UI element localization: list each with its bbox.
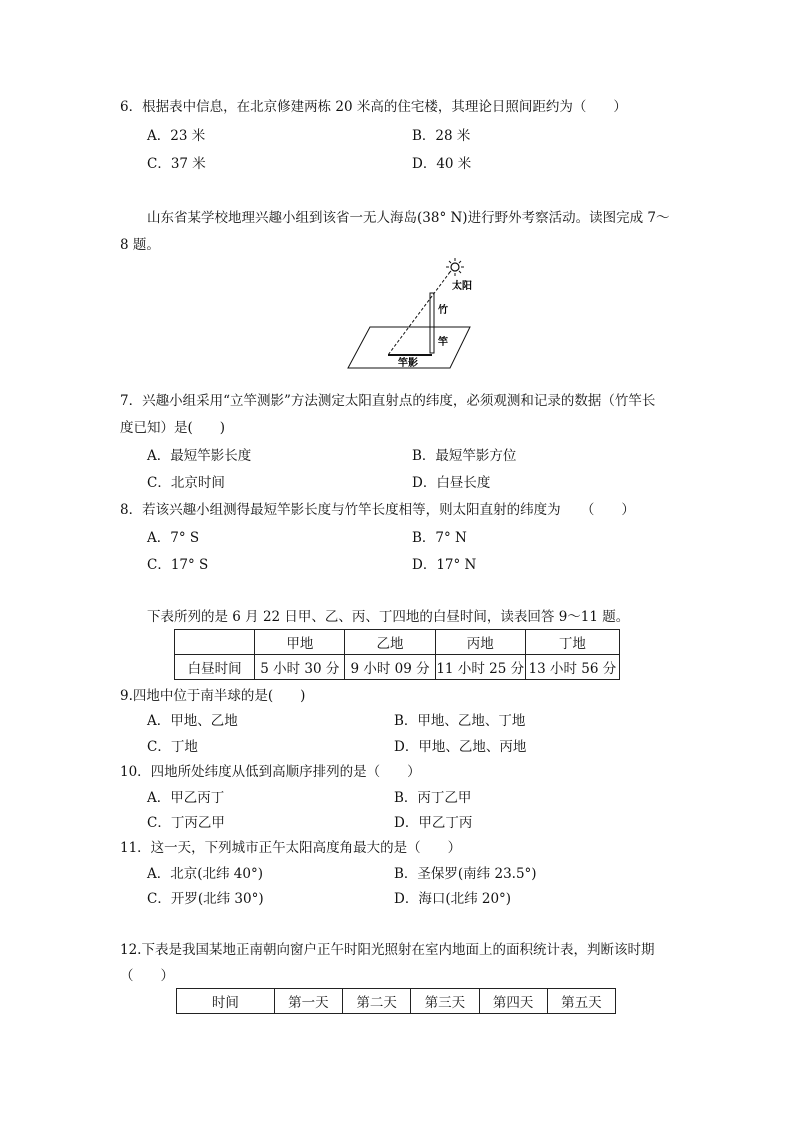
- q12-stem-line2: （ ）: [120, 968, 174, 984]
- q7-option-d: D．白昼长度: [412, 475, 491, 491]
- intro-9-11: 下表所列的是 6 月 22 日甲、乙、丙、丁四地的白昼时间，读表回答 9～11 题。: [147, 609, 630, 625]
- q6-option-a: A．23 米: [147, 128, 206, 144]
- q8-option-d: D．17° N: [412, 557, 477, 573]
- q7-option-b: B．最短竿影方位: [412, 448, 517, 464]
- table-header-cell: 甲地: [255, 630, 345, 655]
- daylight-table: [174, 629, 620, 680]
- table-header-cell: [175, 630, 255, 655]
- q6-option-c: C．37 米: [147, 156, 206, 172]
- q6-option-b: B．28 米: [412, 128, 471, 144]
- table-header-cell: 第三天: [411, 989, 479, 1014]
- q8-option-c: C．17° S: [147, 557, 209, 573]
- intro-7-8-line1: 山东省某学校地理兴趣小组到该省一无人海岛(38° N)进行野外考察活动。读图完成 7～: [147, 210, 670, 226]
- intro-7-8-line2: 8 题。: [120, 237, 160, 253]
- q10-stem: 10．四地所处纬度从低到高顺序排列的是（ ）: [120, 764, 421, 780]
- sunlight-area-table: [176, 988, 616, 1014]
- q7-option-c: C．北京时间: [147, 475, 225, 491]
- table-row: [175, 655, 620, 680]
- q7-stem-line1: 7．兴趣小组采用“立竿测影”方法测定太阳直射点的纬度，必须观测和记录的数据（竹竿长: [120, 393, 656, 409]
- q9-option-c: C．丁地: [147, 739, 198, 755]
- table-header-row: [177, 989, 616, 1014]
- q10-option-a: A．甲乙丙丁: [147, 790, 225, 806]
- table-row-label: 白昼时间: [175, 655, 255, 680]
- q9-option-d: D．甲地、乙地、丙地: [394, 739, 527, 755]
- table-cell: 5 小时 30 分: [255, 655, 345, 680]
- table-header-cell: 时间: [177, 989, 275, 1014]
- q7-stem-line2: 度已知）是( ): [120, 420, 226, 436]
- q11-stem: 11．这一天，下列城市正午太阳高度角最大的是（ ）: [120, 840, 462, 856]
- q11-option-a: A．北京(北纬 40°): [147, 866, 264, 882]
- q6-stem: 6．根据表中信息，在北京修建两栋 20 米高的住宅楼，其理论日照间距约为（ ）: [120, 99, 627, 115]
- q10-option-d: D．甲乙丁丙: [394, 815, 473, 831]
- table-header-cell: 第一天: [274, 989, 342, 1014]
- q6-option-d: D．40 米: [412, 156, 472, 172]
- q9-option-a: A．甲地、乙地: [147, 713, 238, 729]
- q8-stem: 8．若该兴趣小组测得最短竿影长度与竹竿长度相等，则太阳直射的纬度为 （ ）: [120, 502, 635, 518]
- q11-option-c: C．开罗(北纬 30°): [147, 891, 264, 907]
- shadow-label: 竿影: [398, 358, 418, 369]
- q10-option-c: C．丁丙乙甲: [147, 815, 225, 831]
- pole-label-2: 竿: [438, 337, 448, 348]
- table-header-cell: 第五天: [547, 989, 615, 1014]
- table-header-cell: 乙地: [345, 630, 435, 655]
- pole-label-1: 竹: [438, 305, 448, 316]
- table-header-cell: 第二天: [343, 989, 411, 1014]
- q7-option-a: A．最短竿影长度: [147, 448, 252, 464]
- q9-option-b: B．甲地、乙地、丁地: [394, 713, 526, 729]
- table-header-row: [175, 630, 620, 655]
- table-cell: 11 小时 25 分: [435, 655, 525, 680]
- q8-option-b: B．7° N: [412, 530, 467, 546]
- q10-option-b: B．丙丁乙甲: [394, 790, 472, 806]
- sun-label: 太阳: [452, 281, 472, 292]
- q11-option-b: B．圣保罗(南纬 23.5°): [394, 866, 537, 882]
- table-header-cell: 第四天: [479, 989, 547, 1014]
- q8-option-a: A．7° S: [147, 530, 200, 546]
- pole-shadow-figure: [340, 255, 480, 375]
- table-cell: 9 小时 09 分: [345, 655, 435, 680]
- table-cell: 13 小时 56 分: [525, 655, 619, 680]
- q11-option-d: D．海口(北纬 20°): [394, 891, 512, 907]
- q9-stem: 9.四地中位于南半球的是( ): [120, 688, 306, 704]
- q12-stem-line1: 12.下表是我国某地正南朝向窗户正午时阳光照射在室内地面上的面积统计表，判断该时期: [120, 942, 655, 958]
- table-header-cell: 丙地: [435, 630, 525, 655]
- bamboo-pole: [430, 293, 434, 353]
- table-header-cell: 丁地: [525, 630, 619, 655]
